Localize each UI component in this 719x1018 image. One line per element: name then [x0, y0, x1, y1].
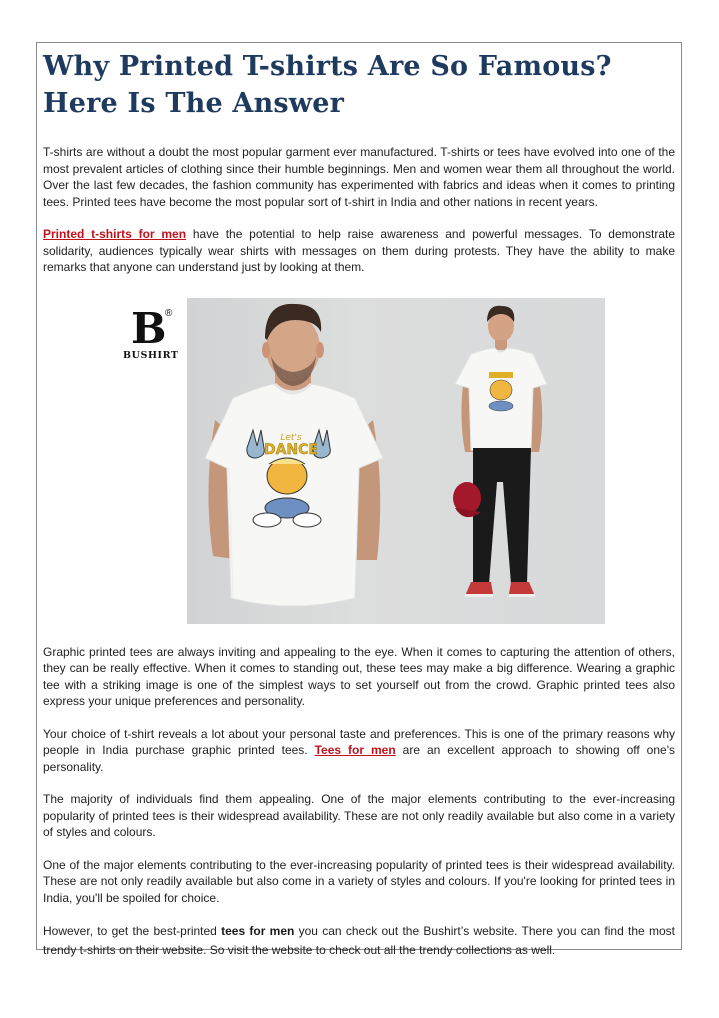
- page-title: Why Printed T-shirts Are So Famous? Here Is The Answer: [43, 51, 612, 119]
- paragraph-text: Your choice of t-shirt reveals a lot about your personal taste and preferences. This is one of the primary reasons why people in India purchase graphic printed tees.: [43, 726, 675, 757]
- paragraph-text: However, to get the best-printed: [43, 924, 222, 938]
- front-model: [205, 303, 383, 605]
- tees-for-men-bold: tees for men: [221, 924, 295, 938]
- print-text-big: DANCE: [263, 441, 319, 458]
- paragraph-text: are an excellent approach to showing off one's personality.: [43, 743, 675, 774]
- logo-letter: B: [131, 303, 167, 353]
- product-photo: [115, 298, 605, 624]
- models-illustration: [115, 298, 605, 624]
- paragraph-text: have the potential to help raise awareness and powerful messages. To demonstrate solidarity, audiences typically wear shirts with messages on them during protests. They have the ability to make remarks that anyone can understand just by looking at them.: [43, 227, 675, 274]
- logo-wordmark: BUSHIRT: [123, 349, 179, 361]
- article: [43, 48, 675, 960]
- paragraph-tshirt-choice: [43, 726, 675, 776]
- paragraph-intro: T-shirts are without a doubt the most popular garment ever manufactured. T-shirts or tees have evolved into one of the most prevalent articles of clothing since their humble beginnings. Men and women wear them all throughout the world. Over the last few decades, the fashion community has experimented with fabrics and ideas when it comes to printing tees. Printed tees have become the most popular sort of t-shirt in India and other nations in recent years.: [43, 145, 675, 209]
- print-text-small: Let's: [280, 432, 302, 443]
- paragraph-printed-tshirts: [43, 226, 675, 276]
- printed-tshirts-link[interactable]: Printed t-shirts for men: [43, 227, 187, 241]
- tees-for-men-link[interactable]: Tees for men: [314, 743, 396, 757]
- paragraph-availability: One of the major elements contributing to the ever-increasing popularity of printed tees is their widespread availability. These are not only readily available but also come in a variety of styles and colours. If you're looking for printed tees in India, you'll be spoiled for choice.: [43, 857, 675, 905]
- registered-mark: ®: [165, 307, 173, 319]
- paragraph-graphic-tees: Graphic printed tees are always inviting and appealing to the eye. When it comes to capturing the attention of others, they can be really effective. When it comes to standing out, these tees may make a big difference. Wearing a graphic tee with a striking image is one of the simplest ways to set yourself out from the crowd. Graphic printed tees also express your unique preferences and personality.: [43, 644, 675, 708]
- paragraph-appealing: The majority of individuals find them appealing. One of the major elements contributing to the ever-increasing popularity of printed tees is their widespread availability. These are not only readily available but also come in a variety of styles and colours.: [43, 792, 675, 839]
- standing-model: [453, 305, 547, 596]
- paragraph-conclusion: [43, 922, 675, 960]
- paragraph-text: you can check out the Bushirt’s website. There you can find the most trendy t-shirts on their website. So visit the website to check out all the trendy collections as well.: [43, 924, 675, 957]
